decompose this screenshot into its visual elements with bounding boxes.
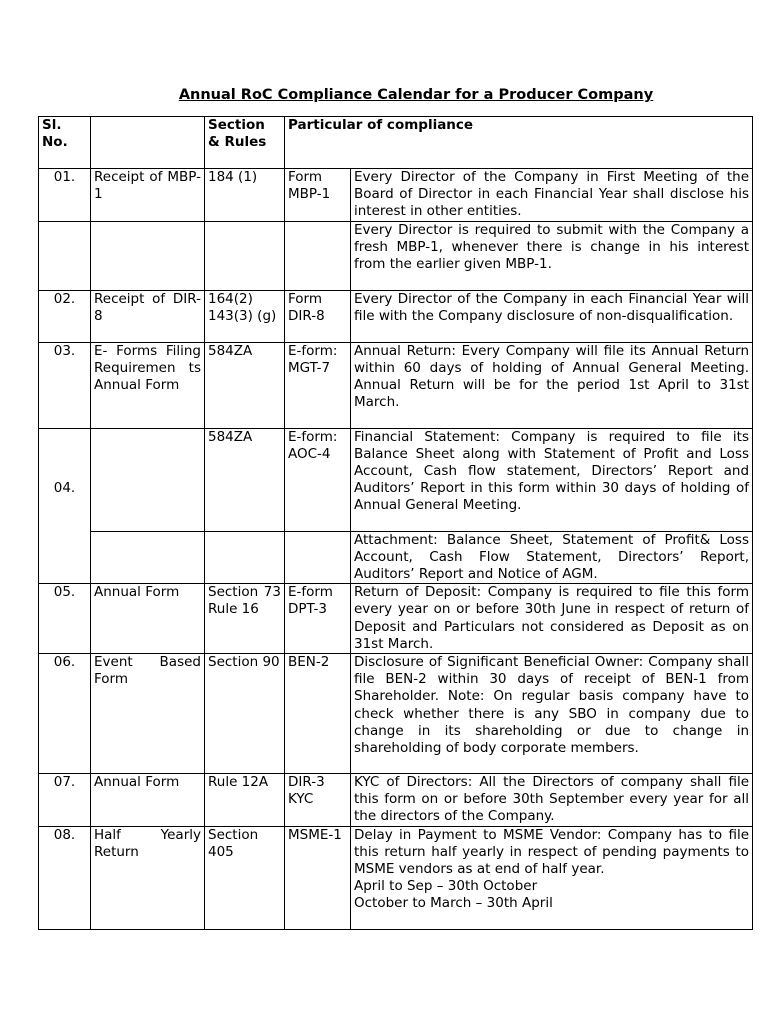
sl-no-cell: 03. — [39, 342, 91, 428]
form-cell: E-form DPT-3 — [285, 584, 351, 654]
form-cell — [285, 221, 351, 290]
section-cell: 584ZA — [205, 342, 285, 428]
table-row — [39, 774, 753, 827]
table-row — [39, 221, 753, 290]
section-cell: Section 405 — [205, 826, 285, 929]
description-cell: Annual Return: Every Company will file its Annual Return within 60 days of holding of Annual General Meeting. Annual Return will be for the period 1st April to 31st March. — [351, 342, 753, 428]
section-cell: Section 73 Rule 16 — [205, 584, 285, 654]
section-cell — [205, 221, 285, 290]
type-cell — [91, 221, 205, 290]
description-cell: Every Director is required to submit with the Company a fresh MBP-1, whenever there is change in his interest from the earlier given MBP-1. — [351, 221, 753, 290]
header-type — [91, 117, 205, 169]
type-cell — [91, 531, 205, 584]
description-cell: Disclosure of Significant Beneficial Owner: Company shall file BEN-2 within 30 days of receipt of BEN-1 from Shareholder. Note: On regular basis company have to check whether there is any SBO in company due to change in its shareholding or due to change in shareholding of body corporate members. — [351, 654, 753, 774]
section-cell: 164(2) 143(3) (g) — [205, 290, 285, 342]
sl-no-cell: 05. — [39, 584, 91, 654]
form-cell: Form DIR-8 — [285, 290, 351, 342]
type-cell: Event Based Form — [91, 654, 205, 774]
type-cell: Annual Form — [91, 584, 205, 654]
table-row — [39, 169, 753, 222]
type-cell: Annual Form — [91, 774, 205, 827]
table-header-row — [39, 117, 753, 169]
section-cell — [205, 531, 285, 584]
section-cell: Section 90 — [205, 654, 285, 774]
table-row — [39, 826, 753, 929]
form-cell: E-form: MGT-7 — [285, 342, 351, 428]
sl-no-cell: 08. — [39, 826, 91, 929]
sl-no-cell: 01. — [39, 169, 91, 222]
table-row — [39, 342, 753, 428]
type-cell: Half Yearly Return — [91, 826, 205, 929]
type-cell: E- Forms Filing Requiremen ts Annual Form — [91, 342, 205, 428]
form-cell: DIR-3 KYC — [285, 774, 351, 827]
section-cell: 184 (1) — [205, 169, 285, 222]
header-sl-no: Sl. No. — [39, 117, 91, 169]
description-cell: Attachment: Balance Sheet, Statement of Profit& Loss Account, Cash Flow Statement, Directors’ Report, Auditors’ Report and Notice of AGM. — [351, 531, 753, 584]
table-row — [39, 428, 753, 531]
compliance-table — [38, 116, 753, 930]
description-cell: Return of Deposit: Company is required to file this form every year on or before 30th June in respect of return of Deposit and Particulars not considered as Deposit as on 31st March. — [351, 584, 753, 654]
form-cell — [285, 531, 351, 584]
description-cell: Every Director of the Company in First Meeting of the Board of Director in each Financial Year shall disclose his interest in other entities. — [351, 169, 753, 222]
type-cell: Receipt of DIR-8 — [91, 290, 205, 342]
description-schedule-line: April to Sep – 30th October — [354, 878, 538, 895]
sl-no-cell: 02. — [39, 290, 91, 342]
description-schedule-line: October to March – 30th April — [354, 895, 553, 912]
sl-no-cell — [39, 221, 91, 290]
table-row — [39, 531, 753, 584]
type-cell — [91, 428, 205, 531]
form-cell: E-form: AOC-4 — [285, 428, 351, 531]
sl-no-cell: 06. — [39, 654, 91, 774]
section-cell: 584ZA — [205, 428, 285, 531]
table-row — [39, 654, 753, 774]
description-cell: Financial Statement: Company is required to file its Balance Sheet along with Statement of Profit and Loss Account, Cash flow statement, Directors’ Report and Auditors’ Report in this form within 30 days of holding of Annual General Meeting. — [351, 428, 753, 531]
form-cell: MSME-1 — [285, 826, 351, 929]
form-cell: BEN-2 — [285, 654, 351, 774]
form-cell: Form MBP-1 — [285, 169, 351, 222]
document-title: Annual RoC Compliance Calendar for a Producer Company — [178, 87, 654, 103]
sl-no-cell — [39, 428, 91, 584]
description-cell: Every Director of the Company in each Financial Year will file with the Company disclosure of non-disqualification. — [351, 290, 753, 342]
sl-no-cell: 07. — [39, 774, 91, 827]
description-text: Delay in Payment to MSME Vendor: Company has to file this return half yearly in respect of pending payments to MSME vendors as at end of half year. — [354, 826, 750, 878]
type-cell: Receipt of MBP-1 — [91, 169, 205, 222]
description-cell — [351, 826, 753, 929]
table-row — [39, 290, 753, 342]
table-row — [39, 584, 753, 654]
header-particular: Particular of compliance — [285, 117, 753, 169]
header-section: Section & Rules — [205, 117, 285, 169]
section-cell: Rule 12A — [205, 774, 285, 827]
description-cell: KYC of Directors: All the Directors of company shall file this form on or before 30th September every year for all the directors of the Company. — [351, 774, 753, 827]
sl-no-text: 04. — [53, 480, 76, 497]
